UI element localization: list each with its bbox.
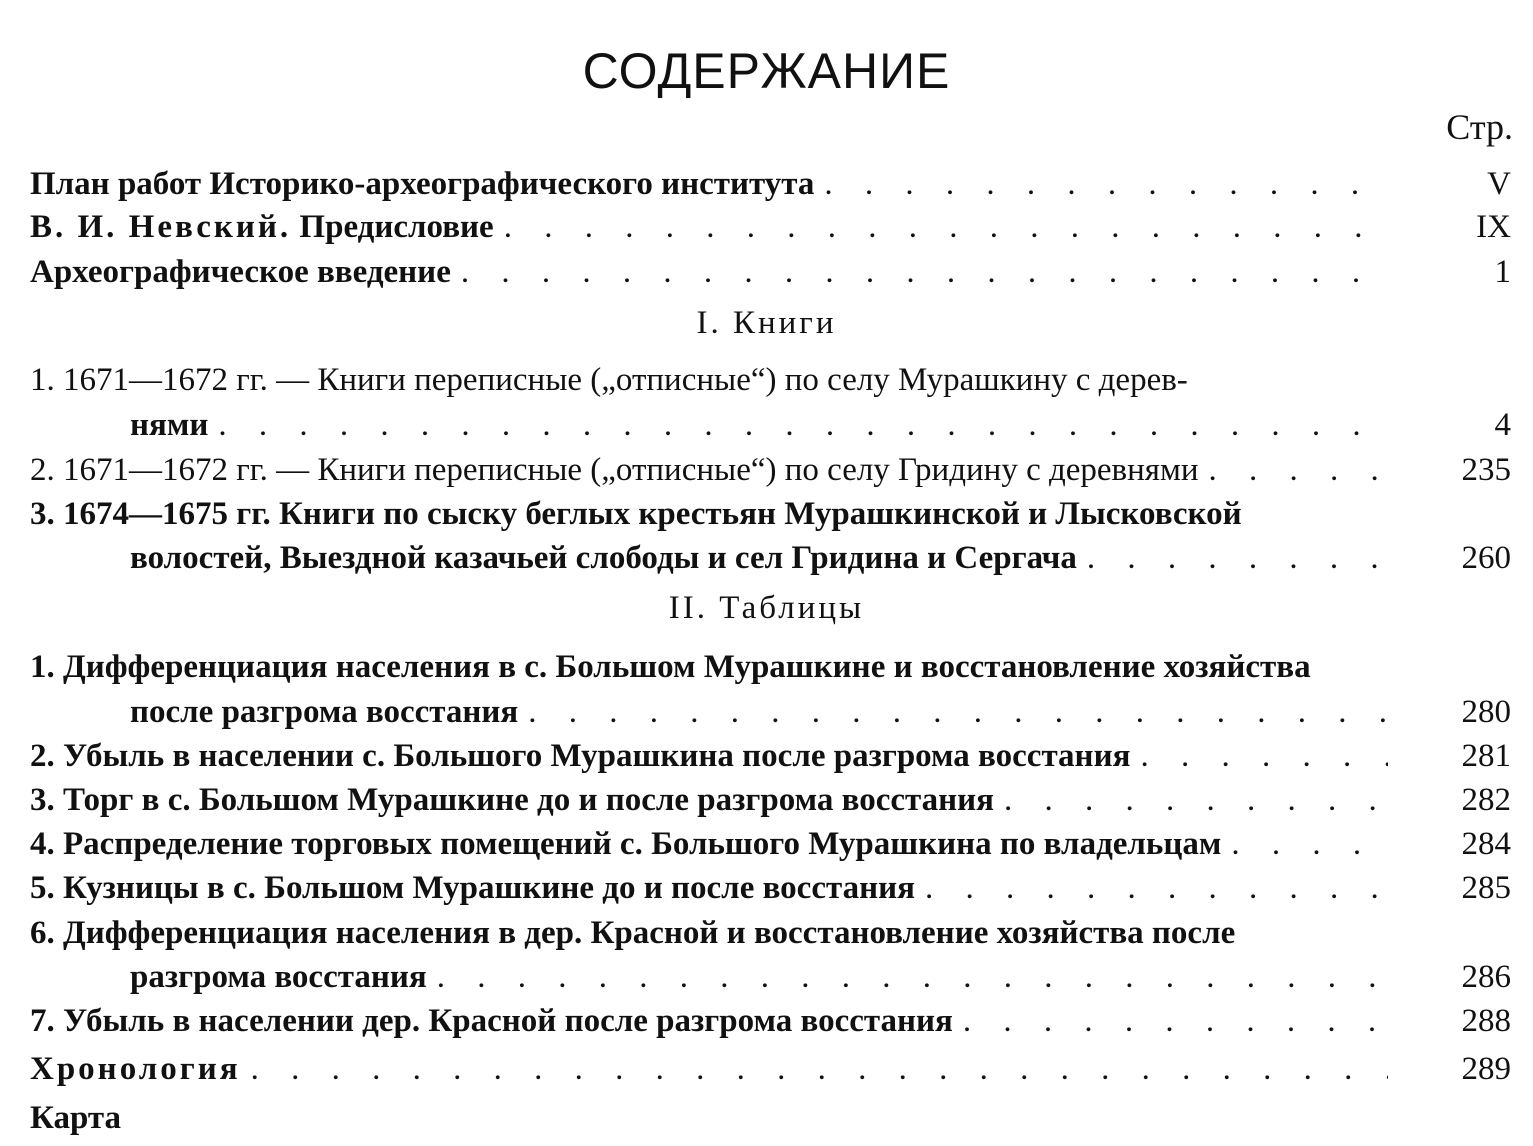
toc-entry-label: Хронология	[30, 1051, 241, 1087]
toc-entry-label: 1. Дифференциация населения в с. Большом Мурашкине и восстановление хозяйства	[30, 649, 1311, 685]
toc-entry-label: 3. 1674—1675 гг. Книги по сыску беглых крестьян Мурашкинской и Лысковской	[30, 496, 1242, 532]
dot-leader	[1077, 536, 1388, 580]
toc-entry-books-2[interactable]	[0, 448, 1533, 492]
toc-entry-books-3[interactable]	[0, 536, 1533, 580]
toc-entry-label: разгрома восстания	[130, 959, 427, 995]
toc-entry-tables-3[interactable]	[0, 778, 1533, 822]
toc-page-number: 4	[1494, 407, 1511, 443]
toc-page-number: 288	[1461, 1003, 1511, 1039]
toc-entry-label: Карта	[30, 1100, 122, 1136]
toc-entry-label: 6. Дифференциация населения в дер. Красной и восстановление хозяйства после	[30, 915, 1236, 951]
toc-entry-tables-2[interactable]	[0, 734, 1533, 778]
toc-page-number: 289	[1461, 1051, 1511, 1087]
section-heading-books: I. Книги	[696, 305, 837, 341]
toc-page-number: 1	[1494, 254, 1511, 290]
toc-entry-tables-6[interactable]	[0, 955, 1533, 999]
toc-page-number: 285	[1461, 870, 1511, 906]
toc-page-number: 282	[1461, 782, 1511, 818]
dot-leader	[915, 866, 1388, 910]
page-title: СОДЕРЖАНИЕ	[582, 43, 951, 99]
toc-entry-plan[interactable]	[0, 162, 1533, 206]
toc-entry-label: после разгрома восстания	[130, 694, 519, 730]
dot-leader	[1199, 448, 1388, 492]
dot-leader	[518, 690, 1388, 734]
toc-entry-label: План работ Историко-археографического института	[30, 166, 815, 202]
toc-entry-tables-4[interactable]	[0, 822, 1533, 866]
toc-entry-tables-5[interactable]	[0, 866, 1533, 910]
section-heading-tables: II. Таблицы	[668, 590, 865, 626]
toc-entry-introduction[interactable]	[0, 250, 1533, 294]
toc-entry-label: 4. Распределение торговых помещений с. Большого Мурашкина по владельцам	[30, 826, 1222, 862]
toc-entry-label: нями	[130, 407, 209, 443]
toc-entry-chronology[interactable]	[0, 1047, 1533, 1091]
toc-entry-line[interactable]	[0, 492, 1533, 536]
dot-leader	[241, 1047, 1388, 1091]
toc-page-number: V	[1487, 166, 1511, 202]
toc-entry-map[interactable]	[0, 1096, 1533, 1140]
dot-leader	[1130, 734, 1388, 778]
dot-leader	[814, 162, 1388, 206]
toc-entry-books-1[interactable]	[0, 403, 1533, 447]
dot-leader	[208, 403, 1388, 447]
toc-page-number: 260	[1461, 540, 1511, 576]
toc-entry-label: 1. 1671—1672 гг. — Книги переписные („отписные“) по селу Мурашкину с дерев-	[30, 362, 1188, 398]
toc-entry-label: 2. Убыль в населении с. Большого Мурашкина после разгрома восстания	[30, 738, 1131, 774]
toc-entry-line[interactable]	[0, 645, 1533, 689]
toc-page-number: IX	[1476, 209, 1511, 245]
toc-entry-tables-1[interactable]	[0, 690, 1533, 734]
toc-entry-author: В. И. Невский.	[30, 209, 292, 245]
toc-entry-label: 5. Кузницы в с. Большом Мурашкине до и после восстания	[30, 870, 915, 906]
dot-leader	[994, 778, 1388, 822]
toc-page-number: 281	[1461, 738, 1511, 774]
toc-entry-label: Предисловие	[291, 209, 494, 245]
toc-page-number: 286	[1461, 959, 1511, 995]
dot-leader	[427, 955, 1388, 999]
toc-entry-label: 2. 1671—1672 гг. — Книги переписные („отписные“) по селу Гридину с деревнями	[30, 452, 1199, 488]
toc-entry-label: 3. Торг в с. Большом Мурашкине до и после разгрома восстания	[30, 782, 994, 818]
dot-leader	[451, 250, 1388, 294]
toc-entry-label: волостей, Выездной казачьей слободы и сел Гридина и Сергача	[130, 540, 1077, 576]
toc-page-number: 284	[1461, 826, 1511, 862]
toc-entry-label: 7. Убыль в населении дер. Красной после разгрома восстания	[30, 1003, 953, 1039]
toc-entry-line[interactable]	[0, 911, 1533, 955]
toc-entry-tables-7[interactable]	[0, 999, 1533, 1043]
toc-entry-line[interactable]	[0, 358, 1533, 402]
toc-page-number: 235	[1461, 452, 1511, 488]
page-column-label: Стр.	[1446, 107, 1513, 147]
toc-page-number: 280	[1461, 694, 1511, 730]
toc-entry-preface[interactable]	[0, 205, 1533, 249]
toc-entry-label: Археографическое введение	[30, 254, 451, 290]
dot-leader	[953, 999, 1388, 1043]
dot-leader	[1221, 822, 1388, 866]
dot-leader	[494, 205, 1388, 249]
